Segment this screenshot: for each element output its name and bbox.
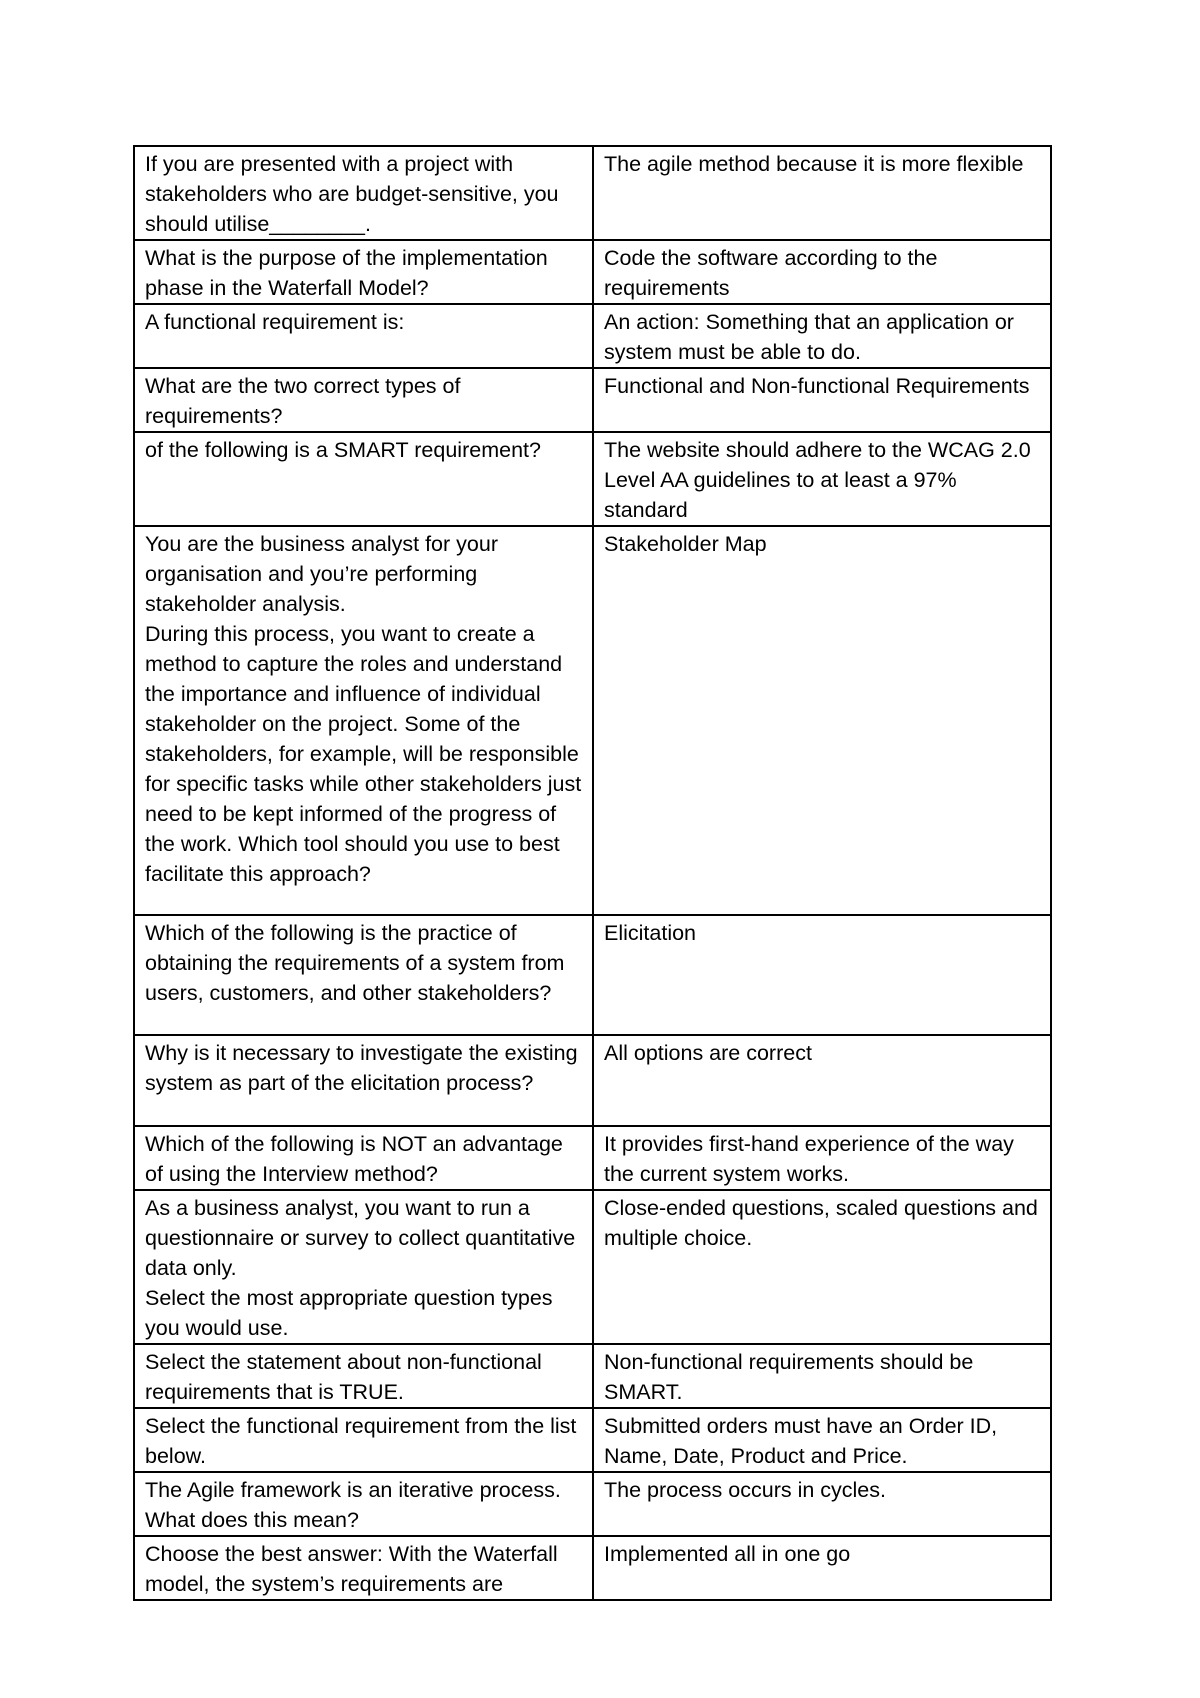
table-row <box>134 240 1051 304</box>
table-row <box>134 915 1051 1035</box>
question-cell: As a business analyst, you want to run a questionnaire or survey to collect quantitative data only. Select the most appropriate question types you would use. <box>134 1190 593 1344</box>
answer-cell: Non-functional requirements should be SMART. <box>593 1344 1051 1408</box>
question-cell: If you are presented with a project with stakeholders who are budget-sensitive, you should utilise________. <box>134 146 593 240</box>
table-row <box>134 368 1051 432</box>
table-row <box>134 1344 1051 1408</box>
table-row <box>134 1536 1051 1600</box>
question-cell: of the following is a SMART requirement? <box>134 432 593 526</box>
question-cell: Choose the best answer: With the Waterfall model, the system’s requirements are <box>134 1536 593 1600</box>
qa-table <box>133 145 1052 1601</box>
answer-cell: All options are correct <box>593 1035 1051 1126</box>
question-cell: Select the functional requirement from the list below. <box>134 1408 593 1472</box>
table-row <box>134 1472 1051 1536</box>
answer-cell: Close-ended questions, scaled questions and multiple choice. <box>593 1190 1051 1344</box>
question-cell: What are the two correct types of requirements? <box>134 368 593 432</box>
answer-cell: Implemented all in one go <box>593 1536 1051 1600</box>
question-cell: A functional requirement is: <box>134 304 593 368</box>
answer-cell: The process occurs in cycles. <box>593 1472 1051 1536</box>
table-row <box>134 1126 1051 1190</box>
question-cell: Which of the following is NOT an advantage of using the Interview method? <box>134 1126 593 1190</box>
answer-cell: Stakeholder Map <box>593 526 1051 915</box>
answer-cell: The agile method because it is more flexible <box>593 146 1051 240</box>
answer-cell: Code the software according to the requirements <box>593 240 1051 304</box>
question-cell: What is the purpose of the implementation phase in the Waterfall Model? <box>134 240 593 304</box>
table-row <box>134 1190 1051 1344</box>
answer-cell: It provides first-hand experience of the way the current system works. <box>593 1126 1051 1190</box>
answer-cell: An action: Something that an application or system must be able to do. <box>593 304 1051 368</box>
question-cell: You are the business analyst for your organisation and you’re performing stakeholder analysis. During this process, you want to create a method to capture the roles and understand the importance and influence of individual stakeholder on the project. Some of the stakeholders, for example, will be responsible for specific tasks while other stakeholders just need to be kept informed of the progress of the work. Which tool should you use to best facilitate this approach? <box>134 526 593 915</box>
question-cell: Why is it necessary to investigate the existing system as part of the elicitation process? <box>134 1035 593 1126</box>
table-row <box>134 1035 1051 1126</box>
answer-cell: Functional and Non-functional Requirements <box>593 368 1051 432</box>
table-row <box>134 526 1051 915</box>
table-row <box>134 304 1051 368</box>
table-row <box>134 1408 1051 1472</box>
table-row <box>134 146 1051 240</box>
answer-cell: The website should adhere to the WCAG 2.0 Level AA guidelines to at least a 97% standard <box>593 432 1051 526</box>
question-cell: Which of the following is the practice of obtaining the requirements of a system from users, customers, and other stakeholders? <box>134 915 593 1035</box>
answer-cell: Elicitation <box>593 915 1051 1035</box>
question-cell: The Agile framework is an iterative process. What does this mean? <box>134 1472 593 1536</box>
answer-cell: Submitted orders must have an Order ID, Name, Date, Product and Price. <box>593 1408 1051 1472</box>
table-row <box>134 432 1051 526</box>
question-cell: Select the statement about non-functional requirements that is TRUE. <box>134 1344 593 1408</box>
